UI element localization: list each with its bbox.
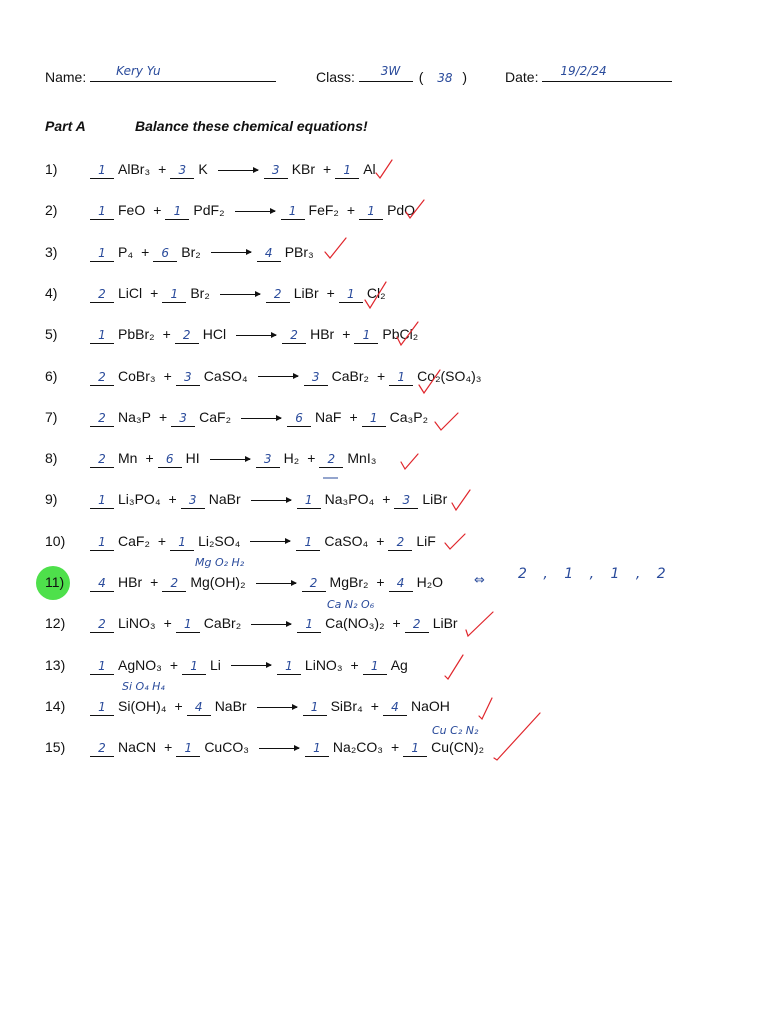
chemical-formula: Mg(OH)₂ bbox=[190, 574, 246, 590]
chemical-formula: Cu(CN)₂ bbox=[431, 739, 485, 756]
equation-number: 11) bbox=[45, 574, 65, 590]
check-icon bbox=[494, 713, 540, 760]
coefficient-value: 1 bbox=[370, 658, 379, 673]
coefficient-value: 4 bbox=[264, 245, 273, 260]
chemical-formula: P₄ bbox=[118, 243, 134, 260]
class-label: Class: bbox=[316, 69, 355, 85]
coefficient-value: 1 bbox=[178, 534, 186, 549]
plus-sign: + bbox=[162, 326, 171, 343]
coefficient-value: 4 bbox=[396, 576, 405, 590]
chemical-formula: CaSO₄ bbox=[203, 367, 248, 384]
coefficient-value: 4 bbox=[194, 699, 203, 714]
plus-sign: + bbox=[158, 161, 167, 177]
coefficient-value: 3 bbox=[179, 410, 187, 425]
plus-sign: + bbox=[163, 367, 172, 384]
chemical-formula: MgBr₂ bbox=[329, 574, 369, 590]
coefficient-value: 1 bbox=[98, 328, 106, 343]
chemical-formula: LiF bbox=[416, 532, 436, 549]
check-icon bbox=[365, 282, 386, 308]
chemical-formula: CaF₂ bbox=[199, 408, 232, 425]
plus-sign: + bbox=[153, 202, 162, 219]
coefficient-value: 1 bbox=[369, 410, 378, 425]
plus-sign: + bbox=[141, 243, 150, 260]
coefficient-value: 1 bbox=[183, 617, 192, 632]
plus-sign: + bbox=[150, 284, 159, 301]
chemical-formula: KBr bbox=[291, 161, 316, 177]
chemical-formula: PdF₂ bbox=[193, 202, 225, 219]
check-icon bbox=[325, 238, 346, 258]
coefficient-value: 1 bbox=[98, 699, 106, 714]
class-value: 3W bbox=[380, 64, 401, 78]
plus-sign: + bbox=[346, 202, 356, 219]
chemical-formula: Br₂ bbox=[181, 243, 201, 260]
plus-sign: + bbox=[382, 491, 391, 508]
chemical-formula: Cl₂ bbox=[366, 284, 386, 301]
coefficient-value: 4 bbox=[391, 699, 399, 714]
coefficient-value: 2 bbox=[98, 410, 106, 425]
plus-sign: + bbox=[323, 161, 332, 177]
chemical-formula: Li bbox=[210, 656, 221, 673]
plus-sign: + bbox=[342, 326, 351, 343]
plus-sign: + bbox=[174, 697, 183, 714]
chemical-formula: Na₃P bbox=[118, 408, 151, 425]
chemical-formula: Ca(NO₃)₂ bbox=[325, 615, 385, 632]
coefficient-value: 1 bbox=[98, 493, 106, 508]
coefficient-value: 1 bbox=[304, 493, 313, 508]
header-class: Class: 3W ( 38 ) bbox=[316, 64, 468, 85]
chemical-formula: H₂ bbox=[283, 450, 300, 467]
check-icon bbox=[479, 698, 492, 719]
equation-number: 7) bbox=[45, 408, 58, 425]
chemical-formula: HCl bbox=[202, 326, 227, 343]
chemical-formula: CuCO₃ bbox=[204, 739, 249, 756]
equation-number: 5) bbox=[45, 326, 58, 343]
chemical-formula: Ag bbox=[390, 656, 408, 673]
plus-sign: + bbox=[326, 284, 335, 301]
check-icon bbox=[401, 454, 418, 469]
equation-number: 6) bbox=[45, 367, 58, 384]
check-icon bbox=[419, 370, 440, 393]
chemical-formula: PBr₃ bbox=[284, 243, 314, 260]
equation-number: 10) bbox=[45, 532, 66, 549]
coefficient-value: 1 bbox=[411, 741, 419, 756]
chemical-formula: Li₃PO₄ bbox=[118, 491, 161, 508]
chemical-formula: LiBr bbox=[293, 284, 319, 301]
plus-sign: + bbox=[163, 615, 172, 632]
coefficient-value: 1 bbox=[285, 658, 293, 673]
coefficient-value: 2 bbox=[98, 452, 106, 467]
coefficient-value: 1 bbox=[170, 286, 179, 301]
plus-sign: + bbox=[376, 367, 386, 384]
coefficient-value: 6 bbox=[161, 245, 170, 260]
date-label: Date: bbox=[505, 69, 539, 85]
plus-sign: + bbox=[376, 532, 385, 549]
chemical-formula: FeF₂ bbox=[308, 202, 339, 219]
coefficient-value: 1 bbox=[397, 369, 405, 384]
coefficient-value: 2 bbox=[170, 576, 179, 590]
coefficient-value: 1 bbox=[173, 204, 182, 219]
chemical-formula: MnI₃ bbox=[347, 450, 377, 467]
check-icon bbox=[406, 200, 424, 218]
chemical-formula: LiCl bbox=[118, 284, 143, 301]
chemical-formula: FeO bbox=[118, 202, 146, 219]
chemical-formula: LiBr bbox=[422, 491, 448, 508]
chemical-formula: CaSO₄ bbox=[324, 532, 369, 549]
plus-sign: + bbox=[164, 739, 173, 756]
equation-number: 8) bbox=[45, 450, 58, 467]
chemical-formula: Br₂ bbox=[190, 284, 210, 301]
coefficient-value: 1 bbox=[184, 741, 193, 756]
coefficient-value: 1 bbox=[305, 617, 313, 632]
coefficient-value: 2 bbox=[309, 576, 318, 590]
coefficient-value: 2 bbox=[290, 328, 298, 343]
chemical-formula: HBr bbox=[118, 574, 143, 590]
coefficient-value: 2 bbox=[182, 328, 191, 343]
equation-number: 13) bbox=[45, 656, 66, 673]
coefficient-value: 1 bbox=[347, 286, 355, 301]
coefficient-value: 3 bbox=[402, 493, 411, 508]
annotation-mg-oh: Mg O₂ H₂ bbox=[195, 556, 245, 569]
plus-sign: + bbox=[370, 697, 379, 714]
plus-sign: + bbox=[350, 656, 359, 673]
coefficient-value: 1 bbox=[288, 204, 297, 219]
coefficient-value: 1 bbox=[98, 163, 106, 177]
name-label: Name: bbox=[45, 69, 87, 85]
coefficient-value: 2 bbox=[98, 617, 106, 632]
chemical-formula: AlBr₃ bbox=[118, 161, 151, 177]
annotation-ca-no3: Ca N₂ O₆ bbox=[327, 598, 375, 611]
check-icon bbox=[445, 534, 465, 549]
chemical-formula: HI bbox=[185, 450, 200, 467]
equation-number: 12) bbox=[45, 615, 66, 632]
chemical-formula: NaBr bbox=[208, 491, 241, 508]
coefficient-value: 3 bbox=[178, 163, 187, 177]
chemical-formula: Li₂SO₄ bbox=[198, 532, 241, 549]
part-instruction: Balance these chemical equations! bbox=[135, 118, 368, 134]
check-icon bbox=[376, 160, 392, 178]
equation-number: 1) bbox=[45, 161, 58, 177]
annotation-alt-coefficients: 2 , 1 , 1 , 2 bbox=[518, 566, 672, 582]
chemical-formula: LiNO₃ bbox=[118, 615, 156, 632]
check-icon bbox=[397, 322, 418, 345]
chemical-formula: CaBr₂ bbox=[203, 615, 242, 632]
coefficient-value: 1 bbox=[367, 204, 375, 219]
chemical-formula: SiBr₄ bbox=[330, 697, 363, 714]
chemical-formula: Al bbox=[363, 161, 376, 177]
chemical-formula: PdO bbox=[387, 202, 416, 219]
chemical-formula: H₂O bbox=[416, 574, 444, 590]
coefficient-value: 2 bbox=[412, 617, 421, 632]
chemical-formula: HBr bbox=[310, 326, 335, 343]
annotation-cu-cn: Cu C₂ N₂ bbox=[432, 724, 479, 737]
equation-number: 15) bbox=[45, 739, 66, 756]
chemical-formula: CaBr₂ bbox=[331, 367, 369, 384]
chemical-formula: AgNO₃ bbox=[118, 656, 162, 673]
plus-sign: + bbox=[390, 739, 400, 756]
plus-sign: + bbox=[145, 450, 154, 467]
chemical-formula: NaBr bbox=[214, 697, 247, 714]
equation-number: 14) bbox=[45, 697, 66, 714]
plus-sign: + bbox=[169, 656, 179, 673]
coefficient-value: 2 bbox=[273, 286, 282, 301]
class-index: 38 bbox=[437, 71, 453, 85]
coefficient-value: 6 bbox=[165, 452, 174, 467]
coefficient-value: 1 bbox=[343, 163, 352, 177]
plus-sign: + bbox=[376, 574, 385, 590]
coefficient-value: 2 bbox=[396, 534, 405, 549]
check-icon bbox=[445, 655, 463, 679]
chemical-formula: Na₂CO₃ bbox=[332, 739, 383, 756]
coefficient-value: 6 bbox=[295, 410, 303, 425]
coefficient-value: 1 bbox=[362, 328, 371, 343]
coefficient-value: 1 bbox=[190, 658, 198, 673]
chemical-formula: K bbox=[198, 161, 208, 177]
plus-sign: + bbox=[168, 491, 177, 508]
chemical-formula: NaF bbox=[315, 408, 342, 425]
chemical-formula: Mn bbox=[118, 450, 138, 467]
plus-sign: + bbox=[392, 615, 401, 632]
coefficient-value: 4 bbox=[98, 576, 106, 590]
equation-number: 9) bbox=[45, 491, 58, 508]
chemical-formula: Co₂(SO₄)₃ bbox=[417, 367, 482, 384]
chemical-formula: LiBr bbox=[432, 615, 458, 632]
plus-sign: + bbox=[158, 408, 168, 425]
chemical-formula: Ca₃P₂ bbox=[389, 408, 429, 425]
chemical-formula: NaCN bbox=[118, 739, 157, 756]
part-label: Part A bbox=[45, 118, 86, 134]
chemical-formula: PbBr₂ bbox=[118, 326, 155, 343]
name-value: Kery Yu bbox=[116, 64, 161, 78]
chemical-formula: LiNO₃ bbox=[304, 656, 343, 673]
coefficient-value: 2 bbox=[327, 452, 336, 467]
date-value: 19/2/24 bbox=[560, 64, 607, 78]
coefficient-value: 3 bbox=[271, 163, 280, 177]
chemical-formula: CoBr₃ bbox=[118, 367, 156, 384]
coefficient-value: 2 bbox=[98, 286, 106, 301]
chemical-formula: Si(OH)₄ bbox=[118, 697, 167, 714]
coefficient-value: 1 bbox=[98, 204, 106, 219]
check-icon bbox=[452, 490, 470, 510]
equation-number: 4) bbox=[45, 284, 58, 301]
chemical-formula: CaF₂ bbox=[118, 532, 150, 549]
plus-sign: + bbox=[307, 450, 316, 467]
annotation-si-oh: Si O₄ H₄ bbox=[122, 680, 165, 693]
coefficient-value: 2 bbox=[98, 369, 106, 384]
annotation-arrow: ⇔ bbox=[474, 573, 485, 588]
coefficient-value: 3 bbox=[263, 452, 272, 467]
equation-number: 3) bbox=[45, 243, 58, 260]
coefficient-value: 3 bbox=[311, 369, 320, 384]
coefficient-value: 2 bbox=[98, 741, 106, 756]
check-icon bbox=[435, 413, 458, 430]
check-icon bbox=[466, 612, 493, 636]
plus-sign: + bbox=[157, 532, 167, 549]
chemical-formula: Na₃PO₄ bbox=[324, 491, 375, 508]
equation-number: 2) bbox=[45, 202, 58, 219]
coefficient-value: 3 bbox=[183, 369, 192, 384]
coefficient-value: 1 bbox=[313, 741, 321, 756]
coefficient-value: 1 bbox=[310, 699, 319, 714]
chemical-formula: NaOH bbox=[410, 697, 450, 714]
plus-sign: + bbox=[349, 408, 358, 425]
plus-sign: + bbox=[150, 574, 159, 590]
coefficient-value: 1 bbox=[98, 534, 106, 549]
coefficient-value: 1 bbox=[98, 658, 106, 673]
coefficient-value: 3 bbox=[188, 493, 197, 508]
coefficient-value: 1 bbox=[304, 534, 313, 549]
coefficient-value: 1 bbox=[98, 245, 106, 260]
chemical-formula: PbCl₂ bbox=[382, 326, 419, 343]
